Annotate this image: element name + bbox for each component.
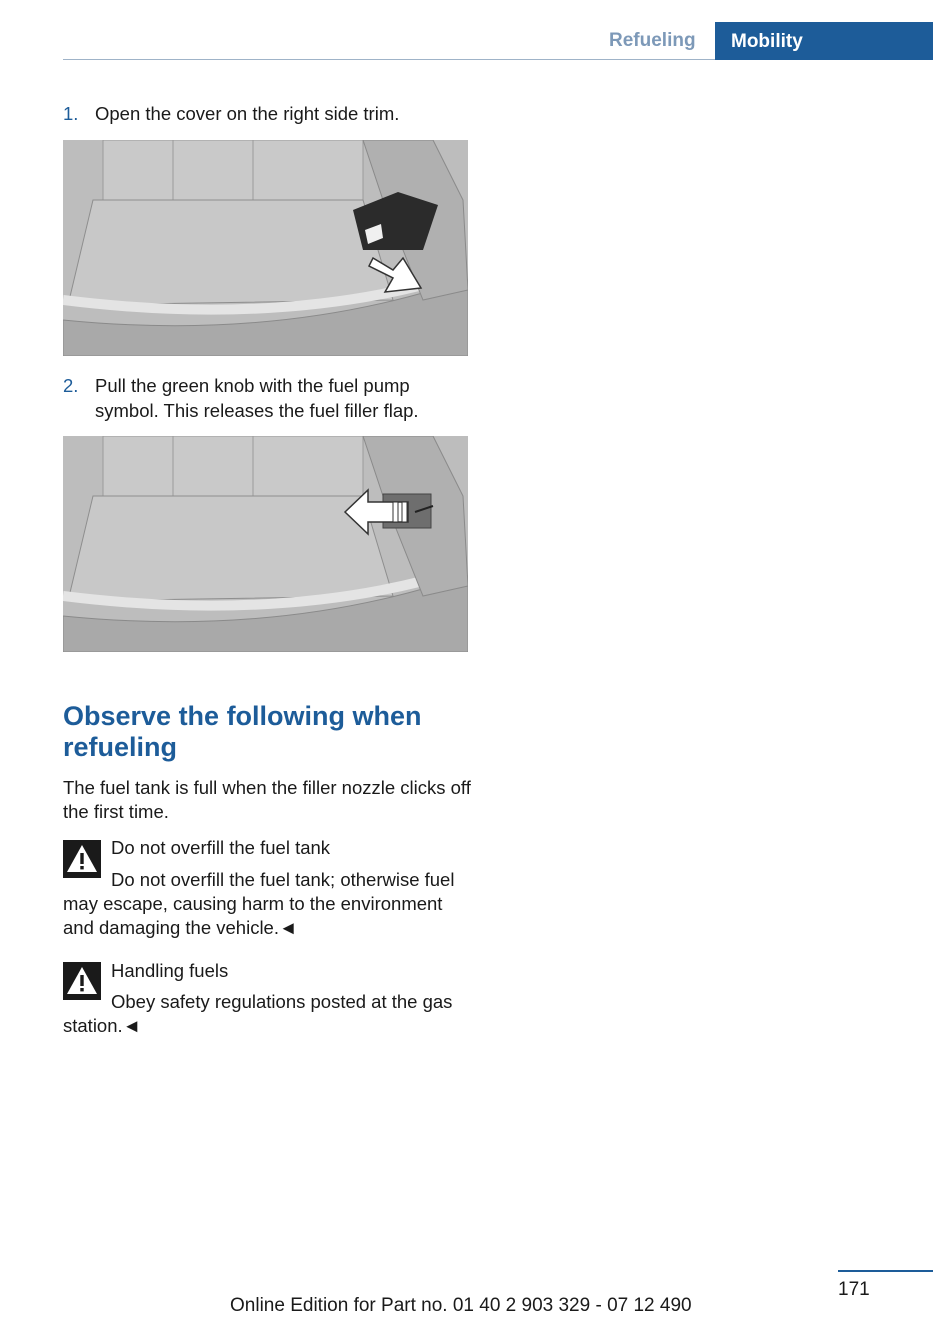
figure-trunk-fuel-knob	[63, 436, 468, 652]
header-chapter-tab: Mobility	[715, 22, 933, 60]
header-section-label: Refueling	[609, 30, 696, 51]
warning-1-title: Do not overfill the fuel tank	[111, 837, 331, 858]
warning-2-body: Obey safety regulations posted at the gas station.◄	[63, 991, 453, 1036]
warning-2-title: Handling fuels	[111, 960, 229, 981]
section-intro: The fuel tank is full when the filler nozzle clicks off the first time.	[63, 777, 471, 822]
step-2-text: Pull the green knob with the fuel pump symbol. This releases the fuel filler flap.	[95, 375, 419, 421]
section-heading: Observe the following when refueling	[63, 701, 422, 762]
figure-trunk-open-cover	[63, 140, 468, 356]
step-2-number: 2.	[63, 375, 79, 396]
step-1-number: 1.	[63, 103, 79, 124]
page-number: 171	[838, 1279, 870, 1300]
edition-footer: Online Edition for Part no. 01 40 2 903 329 - 07 12 490	[230, 1295, 692, 1316]
warning-1-body: Do not overfill the fuel tank; otherwise fuel may escape, causing harm to the environment and damaging the vehicle.◄	[63, 869, 455, 938]
footer-rule	[838, 1270, 933, 1272]
header-rule	[63, 59, 715, 60]
step-1-text: Open the cover on the right side trim.	[95, 103, 400, 124]
